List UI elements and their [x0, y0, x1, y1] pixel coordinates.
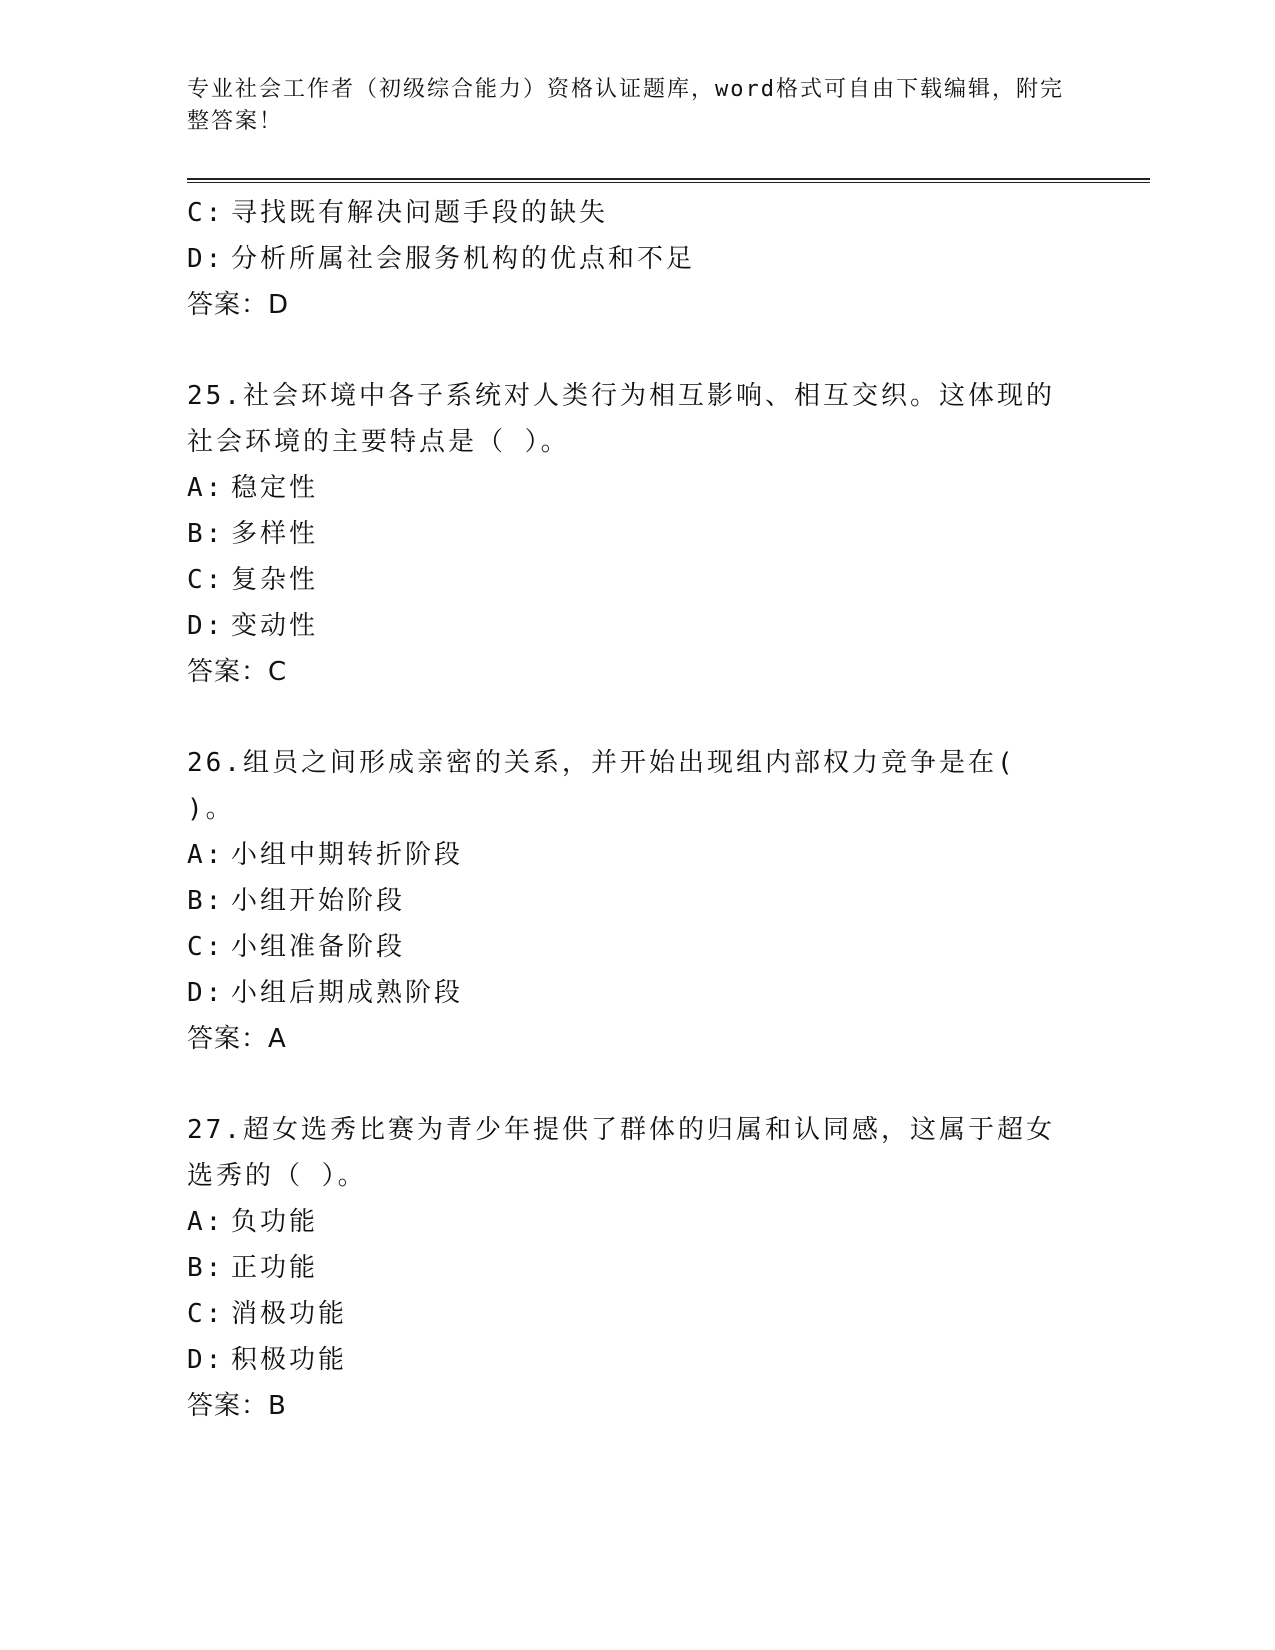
option-c	[187, 190, 1087, 236]
option-b	[187, 1245, 1087, 1291]
spacer	[187, 695, 1087, 740]
question-25	[187, 373, 1087, 695]
option-key: C:	[187, 932, 225, 962]
question-stem: 25.社会环境中各子系统对人类行为相互影响、相互交织。这体现的社会环境的主要特点是（ ）。	[187, 381, 1055, 457]
question-content	[187, 190, 1087, 1429]
option-text: 小组后期成熟阶段	[231, 978, 464, 1008]
option-text: 正功能	[231, 1253, 319, 1283]
option-a	[187, 832, 1087, 878]
option-key: D:	[187, 244, 225, 274]
question-stem: 27.超女选秀比赛为青少年提供了群体的归属和认同感，这属于超女选秀的（ ）。	[187, 1115, 1055, 1191]
option-text: 小组准备阶段	[231, 932, 406, 962]
option-text: 小组开始阶段	[231, 886, 406, 916]
option-key: A:	[187, 473, 225, 503]
page-header	[187, 74, 1087, 138]
option-c	[187, 557, 1087, 603]
header-text: 专业社会工作者（初级综合能力）资格认证题库，word格式可自由下载编辑，附完整答案！	[187, 77, 1064, 134]
option-key: A:	[187, 840, 225, 870]
option-a	[187, 1199, 1087, 1245]
option-key: C:	[187, 198, 225, 228]
option-a	[187, 465, 1087, 511]
spacer	[187, 1062, 1087, 1107]
option-text: 复杂性	[231, 565, 319, 595]
option-text: 负功能	[231, 1207, 319, 1237]
option-text: 多样性	[231, 519, 319, 549]
option-d	[187, 970, 1087, 1016]
option-text: 分析所属社会服务机构的优点和不足	[231, 244, 696, 274]
option-b	[187, 511, 1087, 557]
option-d	[187, 603, 1087, 649]
question-stem: 26.组员之间形成亲密的关系，并开始出现组内部权力竞争是在( )。	[187, 748, 1016, 824]
option-text: 小组中期转折阶段	[231, 840, 464, 870]
option-key: D:	[187, 611, 225, 641]
carryover-question	[187, 190, 1087, 328]
option-key: D:	[187, 978, 225, 1008]
option-key: A:	[187, 1207, 225, 1237]
option-key: C:	[187, 565, 225, 595]
question-27	[187, 1107, 1087, 1429]
option-c	[187, 1291, 1087, 1337]
spacer	[187, 328, 1087, 373]
question-26	[187, 740, 1087, 1062]
option-text: 消极功能	[231, 1299, 348, 1329]
answer-line: 答案：D	[187, 290, 290, 320]
answer-line: 答案：C	[187, 657, 288, 687]
option-d	[187, 236, 1087, 282]
header-divider	[187, 178, 1150, 183]
option-text: 稳定性	[231, 473, 319, 503]
option-key: D:	[187, 1345, 225, 1375]
option-key: B:	[187, 519, 225, 549]
option-text: 积极功能	[231, 1345, 348, 1375]
option-text: 寻找既有解决问题手段的缺失	[231, 198, 609, 228]
option-c	[187, 924, 1087, 970]
option-text: 变动性	[231, 611, 319, 641]
option-d	[187, 1337, 1087, 1383]
answer-line: 答案：A	[187, 1024, 287, 1054]
option-b	[187, 878, 1087, 924]
option-key: B:	[187, 886, 225, 916]
answer-line: 答案：B	[187, 1391, 287, 1421]
option-key: C:	[187, 1299, 225, 1329]
option-key: B:	[187, 1253, 225, 1283]
